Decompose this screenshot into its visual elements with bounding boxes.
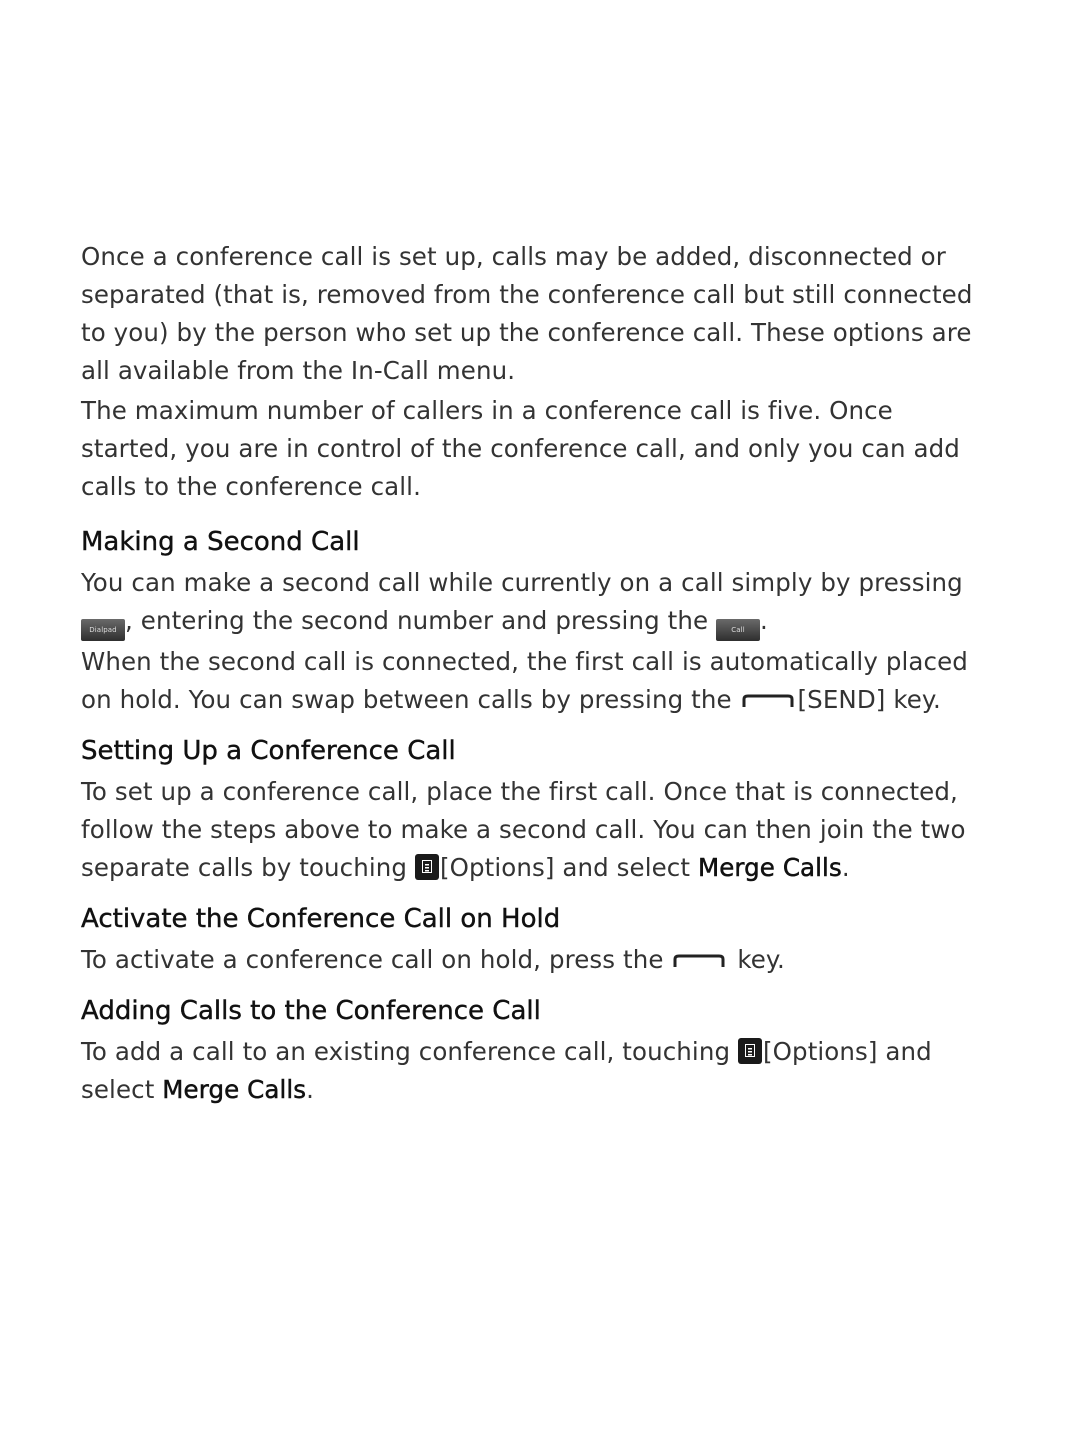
page-content — [81, 238, 991, 1123]
section-heading: Setting Up a Conference Call — [81, 736, 456, 766]
text-run: To add a call to an existing conference call, touching — [81, 1037, 738, 1066]
intro-paragraph-2: The maximum number of callers in a conference call is five. Once started, you are in control of the conference call, and only you can add calls to the conference call. — [81, 396, 960, 501]
call-button-icon: Call — [716, 619, 760, 641]
dialpad-button-icon: Dialpad — [81, 619, 125, 641]
second-call-paragraph-1 — [81, 564, 991, 641]
menu-icon — [738, 1038, 762, 1064]
section-heading: Making a Second Call — [81, 527, 360, 557]
setup-conference-paragraph — [81, 773, 991, 887]
text-run: [Options] and select — [439, 853, 698, 882]
section-heading: Activate the Conference Call on Hold — [81, 904, 561, 934]
text-run: key. — [729, 945, 785, 974]
section-adding-calls — [81, 993, 991, 1109]
text-run: , entering the second number and pressing the — [125, 606, 717, 635]
section-setting-up-conference — [81, 733, 991, 887]
text-run: To activate a conference call on hold, press the — [81, 945, 672, 974]
send-key-icon — [742, 694, 794, 708]
adding-calls-paragraph — [81, 1033, 991, 1109]
text-run: . — [306, 1075, 315, 1104]
text-run: When the second call is connected, the first call is automatically placed on hold. You can swap between calls by pressing the — [81, 647, 968, 714]
merge-calls-label: Merge Calls — [162, 1075, 307, 1104]
merge-calls-label: Merge Calls — [697, 853, 842, 882]
menu-icon — [415, 854, 439, 880]
text-run: . — [760, 606, 768, 635]
text-run: [SEND] key. — [797, 685, 941, 714]
section-activate-on-hold — [81, 901, 991, 979]
section-making-second-call — [81, 524, 991, 719]
intro-section — [81, 238, 991, 506]
section-heading: Adding Calls to the Conference Call — [81, 996, 541, 1026]
second-call-paragraph-2 — [81, 643, 991, 719]
text-run: To set up a conference call, place the first call. Once that is connected, follow the steps above to make a second call. You can then join the two separate calls by touching — [81, 777, 966, 882]
text-run: You can make a second call while currently on a call simply by pressing — [81, 568, 963, 597]
text-run: . — [841, 853, 850, 882]
text-run: [Options] and select — [81, 1037, 932, 1104]
send-key-icon — [673, 954, 725, 968]
activate-hold-paragraph — [81, 941, 991, 979]
intro-paragraph-1: Once a conference call is set up, calls may be added, disconnected or separated (that is, removed from the conference call but still connected to you) by the person who set up the conference call. These options are all available from the In-Call menu. — [81, 242, 973, 385]
